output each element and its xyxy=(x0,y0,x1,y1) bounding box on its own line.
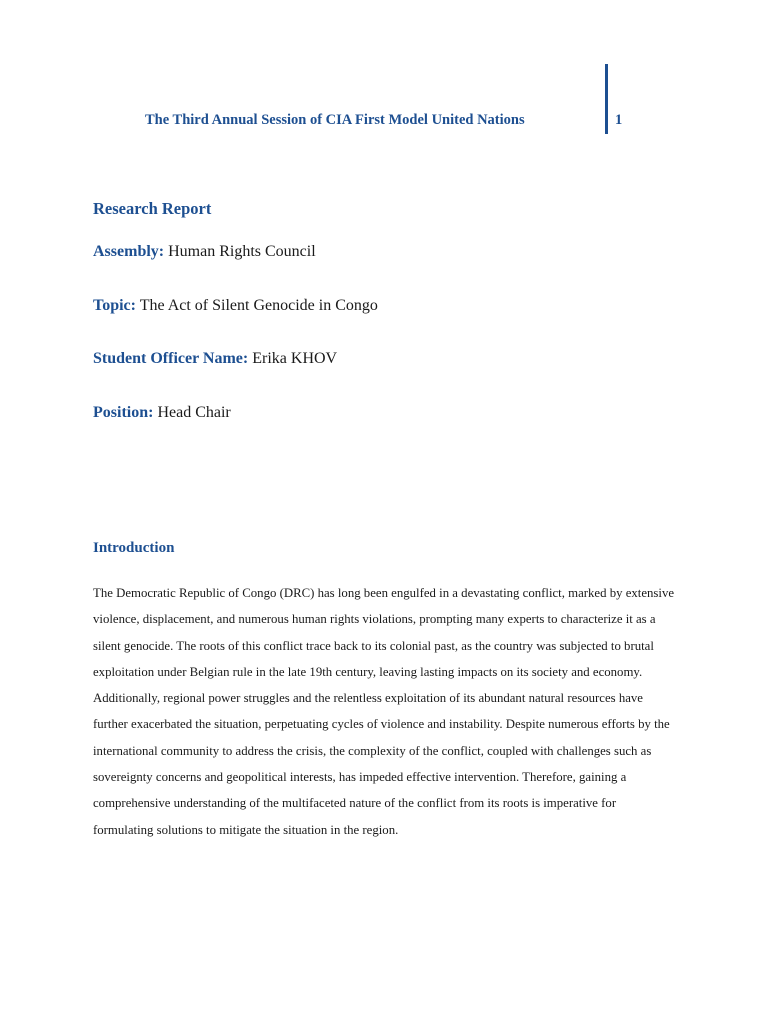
assembly-label: Assembly: xyxy=(93,243,165,260)
assembly-field xyxy=(93,243,316,261)
page-number: 1 xyxy=(615,112,623,128)
topic-label: Topic: xyxy=(93,297,136,314)
topic-value: The Act of Silent Genocide in Congo xyxy=(139,297,378,314)
header-title: The Third Annual Session of CIA First Model United Nations xyxy=(145,112,525,128)
officer-label: Student Officer Name: xyxy=(93,350,249,367)
position-field xyxy=(93,404,231,422)
report-heading: Research Report xyxy=(93,199,212,218)
introduction-body: The Democratic Republic of Congo (DRC) has long been engulfed in a devastating conflict, marked by extensive violence, displacement, and numerous human rights violations, prompting many experts to characterize it as a silent genocide. The roots of this conflict trace back to its colonial past, as the country was subjected to brutal exploitation under Belgian rule in the late 19th century, leaving lasting impacts on its society and economy. Additionally, regional power struggles and the relentless exploitation of its abundant natural resources have further exacerbated the situation, perpetuating cycles of violence and instability. Despite numerous efforts by the international community to address the crisis, the complexity of the conflict, coupled with challenges such as sovereignty concerns and geopolitical interests, has impeded effective intervention. Therefore, gaining a comprehensive understanding of the multifaceted nature of the conflict from its roots is imperative for formulating solutions to mitigate the situation in the region. xyxy=(93,586,675,837)
assembly-value: Human Rights Council xyxy=(168,243,316,260)
officer-field xyxy=(93,350,337,368)
position-value: Head Chair xyxy=(157,404,231,421)
position-label: Position: xyxy=(93,404,154,421)
officer-value: Erika KHOV xyxy=(252,350,338,367)
introduction-heading: Introduction xyxy=(93,540,175,556)
topic-field xyxy=(93,297,378,315)
header-divider xyxy=(605,64,608,134)
